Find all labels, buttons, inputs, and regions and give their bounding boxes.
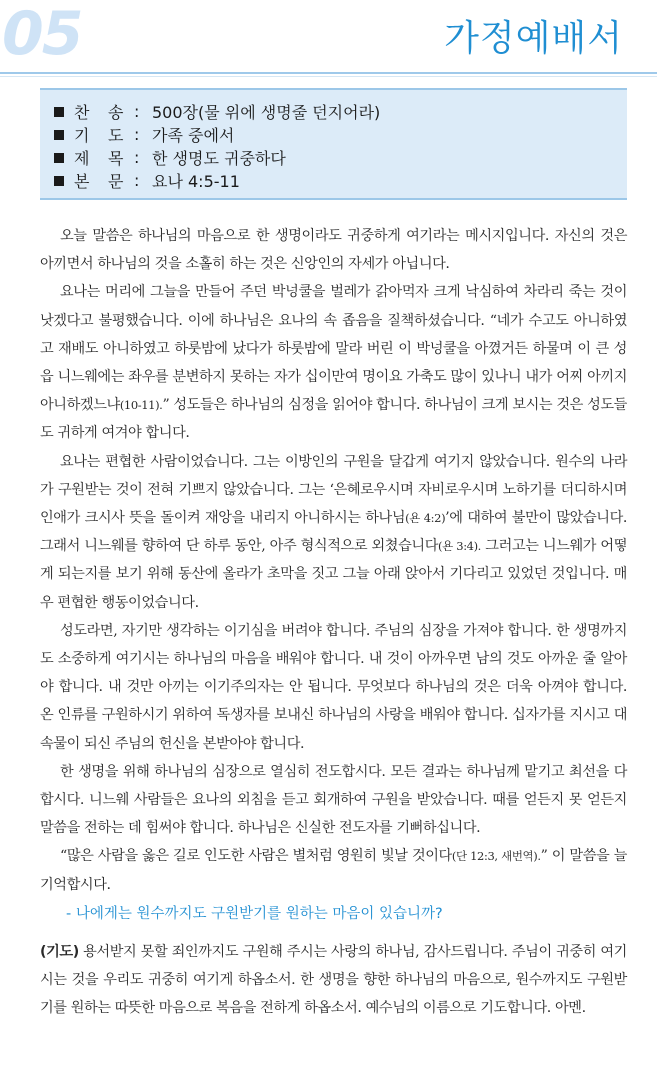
- paragraph: 오늘 말씀은 하나님의 마음으로 한 생명이라도 귀중하게 여기라는 메시지입니다. 자신의 것은 아끼면서 하나님의 것을 소홀히 하는 것은 신앙인의 자세가 아닙니다.: [40, 228, 627, 273]
- info-label-scripture: 본 문: [74, 172, 124, 191]
- prayer-tag: (기도): [40, 944, 79, 960]
- square-bullet-icon: [54, 153, 64, 163]
- sermon-body: [40, 222, 627, 899]
- info-label-prayer: 기 도: [74, 126, 124, 145]
- header-rule: [0, 72, 657, 74]
- worship-info-box: [40, 88, 627, 200]
- prayer-text: 용서받지 못할 죄인까지도 구원해 주시는 사랑의 하나님, 감사드립니다. 주님이 귀중히 여기시는 것을 우리도 귀중히 여기게 하옵소서. 한 생명을 향한 하나님의 마음으로, 원수까지도 구원받기를 원하는 따뜻한 마음으로 복음을 전하게 하옵소서. 예수님의 이름으로 기도합니다. 아멘.: [40, 944, 627, 1017]
- info-value-hymn: 500장(물 위에 생명줄 던지어라): [152, 103, 381, 122]
- paragraph: 한 생명을 위해 하나님의 심장으로 열심히 전도합시다. 모든 결과는 하나님께 맡기고 최선을 다합시다. 니느웨 사람들은 요나의 외침을 듣고 회개하여 구원을 받았습니다. 때를 얻든지 못 얻든지 말씀을 전하는 데 힘써야 합니다. 하나님은 신실한 전도자를 기뻐하십니다.: [40, 763, 627, 837]
- info-value-title: 한 생명도 귀중하다: [152, 149, 286, 168]
- info-value-prayer: 가족 중에서: [152, 126, 235, 145]
- page-number: 05: [2, 0, 82, 69]
- info-row-title: 제 목 : 한 생명도 귀중하다: [54, 146, 380, 169]
- closing-prayer: [40, 938, 627, 1023]
- scripture-reference: (욘 4:2): [405, 511, 446, 526]
- square-bullet-icon: [54, 107, 64, 117]
- page-header: [0, 0, 657, 80]
- reflection-question: - 나에게는 원수까지도 구원받기를 원하는 마음이 있습니까?: [66, 906, 443, 922]
- info-row-scripture: 본 문 : 요나 4:5-11: [54, 169, 380, 192]
- info-value-scripture: 요나 4:5-11: [152, 172, 240, 191]
- scripture-reference: (단 12:3, 새번역).: [451, 849, 541, 864]
- page-title: 가정예배서: [444, 18, 623, 59]
- info-row-hymn: 찬 송 : 500장(물 위에 생명줄 던지어라): [54, 100, 380, 123]
- scripture-reference: (욘 3:4).: [438, 539, 481, 554]
- square-bullet-icon: [54, 176, 64, 186]
- info-list: [54, 100, 380, 192]
- paragraph: 요나는 머리에 그늘을 만들어 주던 박넝쿨을 벌레가 갉아먹자 크게 낙심하여 차라리 죽는 것이 낫겠다고 불평했습니다. 이에 하나님은 요나의 속 좁음을 질책하셨습니다. “네가 수고도 아니하였고 재배도 아니하였고 하룻밤에 났다가 하룻밤에 말라 버린 이 박넝쿨을 아꼈거든 하물며 이 큰 성읍 니느웨에는 좌우를 분변하지 못하는 자가 십이만여 명이요 가축도 많이 있나니 내가 어찌 아끼지 아니하겠느냐(10-11).” 성도들은 하나님의 심정을 읽어야 합니다. 하나님이 크게 보시는 것은 성도들도 귀하게 여겨야 합니다.: [40, 284, 627, 442]
- info-label-title: 제 목: [74, 149, 124, 168]
- info-row-prayer: 기 도 : 가족 중에서: [54, 123, 380, 146]
- square-bullet-icon: [54, 130, 64, 140]
- header-rule-thin: [0, 76, 657, 77]
- paragraph: 성도라면, 자기만 생각하는 이기심을 버려야 합니다. 주님의 심장을 가져야 합니다. 한 생명까지도 소중하게 여기시는 하나님의 마음을 배워야 합니다. 내 것이 아까우면 남의 것도 아까운 줄 알아야 합니다. 내 것만 아끼는 이기주의자는 안 됩니다. 무엇보다 하나님의 것은 더욱 아껴야 합니다. 온 인류를 구원하시기 위하여 독생자를 보내신 하나님의 사랑을 배워야 합니다. 십자가를 지시고 대속물이 되신 주님의 헌신을 본받아야 합니다.: [40, 622, 627, 752]
- paragraph: “많은 사람을 옳은 길로 인도한 사람은 별처럼 영원히 빛날 것이다(단 12:3, 새번역).” 이 말씀을 늘 기억합시다.: [40, 848, 627, 893]
- info-label-hymn: 찬 송: [74, 103, 124, 122]
- paragraph: 요나는 편협한 사람이었습니다. 그는 이방인의 구원을 달갑게 여기지 않았습니다. 원수의 나라가 구원받는 것이 전혀 기쁘지 않았습니다. 그는 ‘은혜로우시며 자비로우시며 노하기를 더디하시며 인애가 크시사 뜻을 돌이켜 재앙을 내리지 아니하시는 하나님(욘 4:2)’에 대하여 불만이 많았습니다. 그래서 니느웨를 향하여 단 하루 동안, 아주 형식적으로 외쳤습니다(욘 3:4). 그러고는 니느웨가 어떻게 되는지를 보기 위해 동산에 올라가 초막을 짓고 그늘 아래 앉아서 기다리고 있었던 것입니다. 매우 편협한 행동이었습니다.: [40, 453, 628, 611]
- scripture-reference: (10-11).: [119, 398, 163, 413]
